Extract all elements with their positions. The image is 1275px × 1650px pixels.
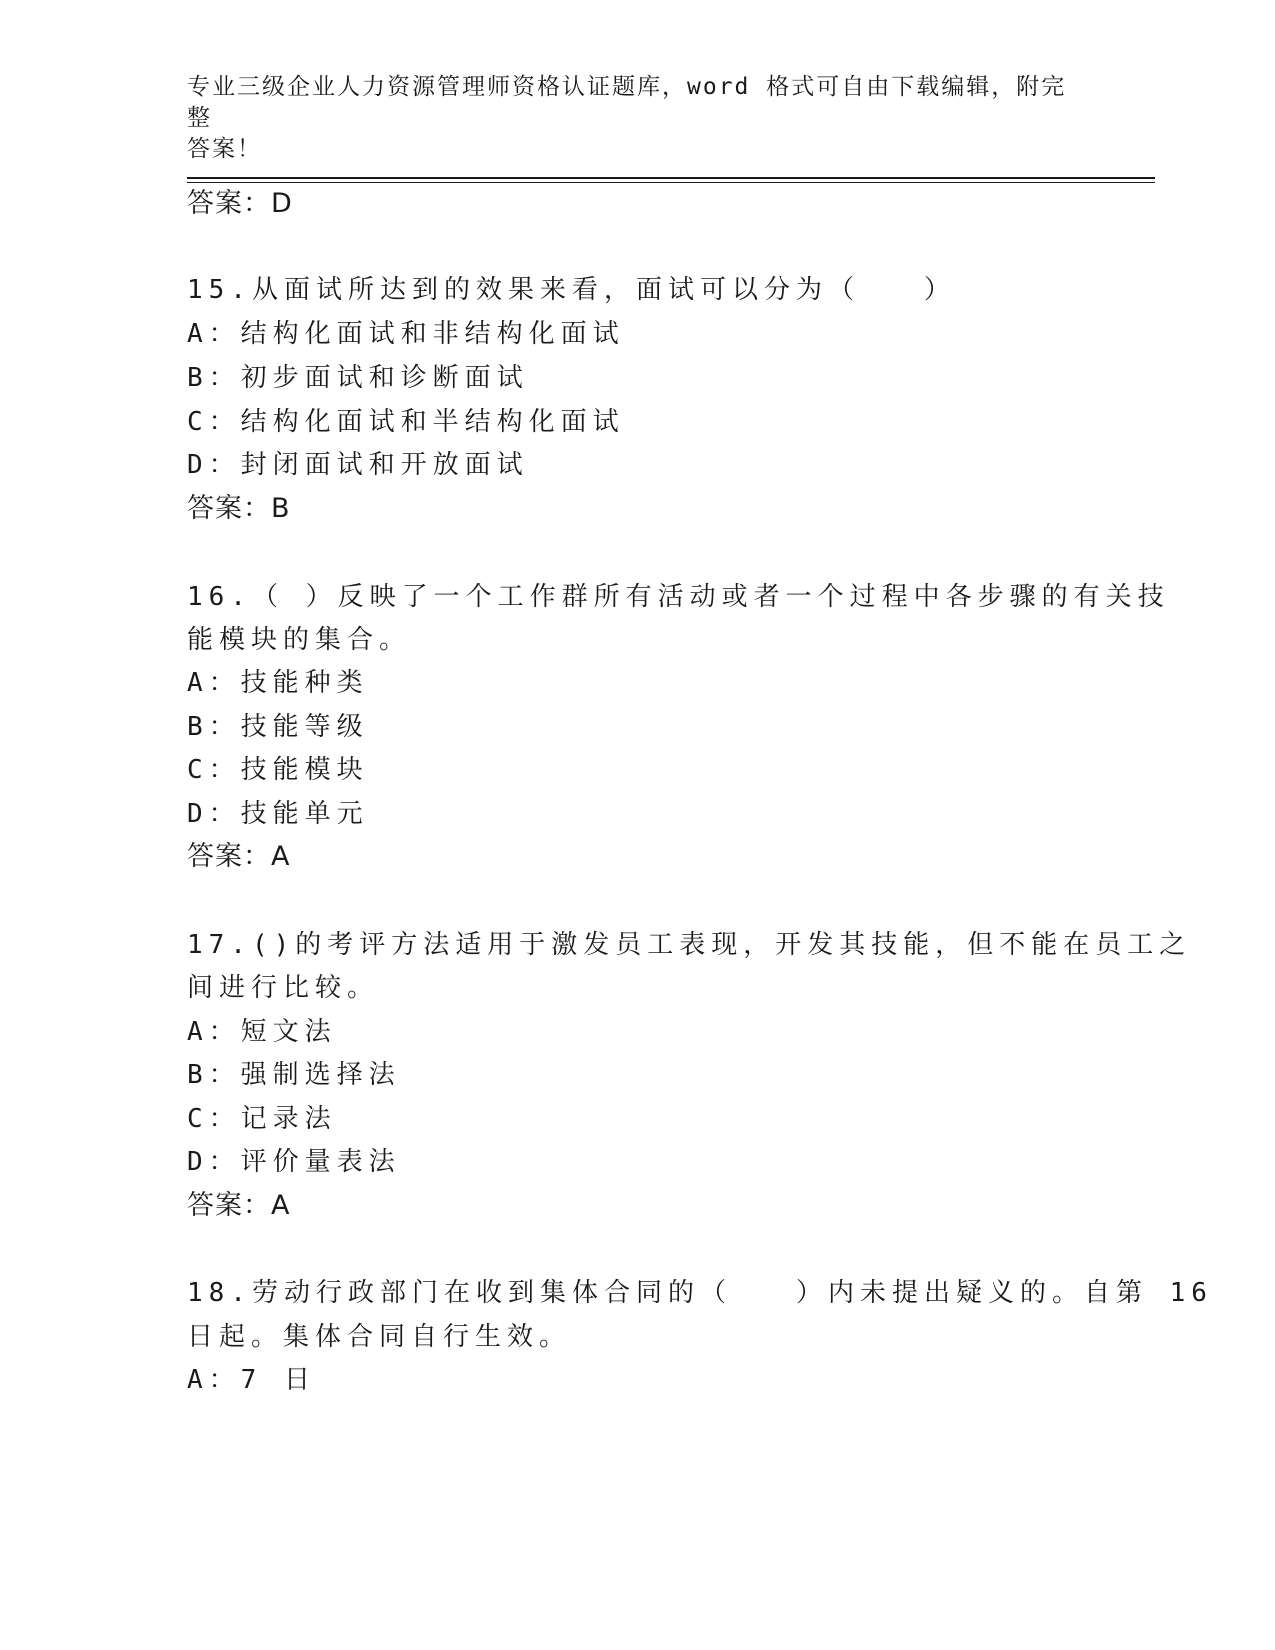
option-d: D：技能单元 [187, 799, 369, 829]
question-stem-continued: 能模块的集合。 [187, 625, 412, 655]
question-stem: 17.()的考评方法适用于激发员工表现，开发其技能，但不能在员工之 [187, 930, 1192, 960]
header-line-1: 专业三级企业人力资源管理师资格认证题库，word 格式可自由下载编辑，附完整 [187, 74, 1067, 131]
option-a: A：结构化面试和非结构化面试 [187, 319, 625, 349]
option-c: C：结构化面试和半结构化面试 [187, 407, 625, 437]
question-stem: 16.（ ）反映了一个工作群所有活动或者一个过程中各步骤的有关技 [187, 582, 1170, 612]
option-b: B：技能等级 [187, 712, 369, 742]
option-a: A：短文法 [187, 1017, 337, 1047]
answer-line: 答案：D [187, 188, 293, 219]
question-stem-continued: 日起。集体合同自行生效。 [187, 1322, 572, 1352]
option-a: A：7 日 [187, 1365, 316, 1395]
option-d: D：封闭面试和开放面试 [187, 450, 529, 480]
question-stem-continued: 间进行比较。 [187, 973, 380, 1003]
header-divider-thin [187, 182, 1155, 183]
document-header [187, 72, 1087, 165]
header-line-2: 答案！ [187, 136, 262, 162]
option-b: B：初步面试和诊断面试 [187, 363, 529, 393]
option-c: C：记录法 [187, 1104, 337, 1134]
question-stem: 15.从面试所达到的效果来看，面试可以分为（ ） [187, 275, 956, 305]
option-d: D：评价量表法 [187, 1147, 401, 1177]
option-b: B：强制选择法 [187, 1060, 401, 1090]
answer-line: 答案：A [187, 1190, 291, 1221]
question-stem: 18.劳动行政部门在收到集体合同的（ ）内未提出疑义的。自第 16 [187, 1278, 1213, 1308]
option-a: A：技能种类 [187, 668, 369, 698]
answer-line: 答案：B [187, 493, 291, 524]
answer-line: 答案：A [187, 841, 291, 872]
option-c: C：技能模块 [187, 755, 369, 785]
header-divider-thick [187, 177, 1155, 179]
